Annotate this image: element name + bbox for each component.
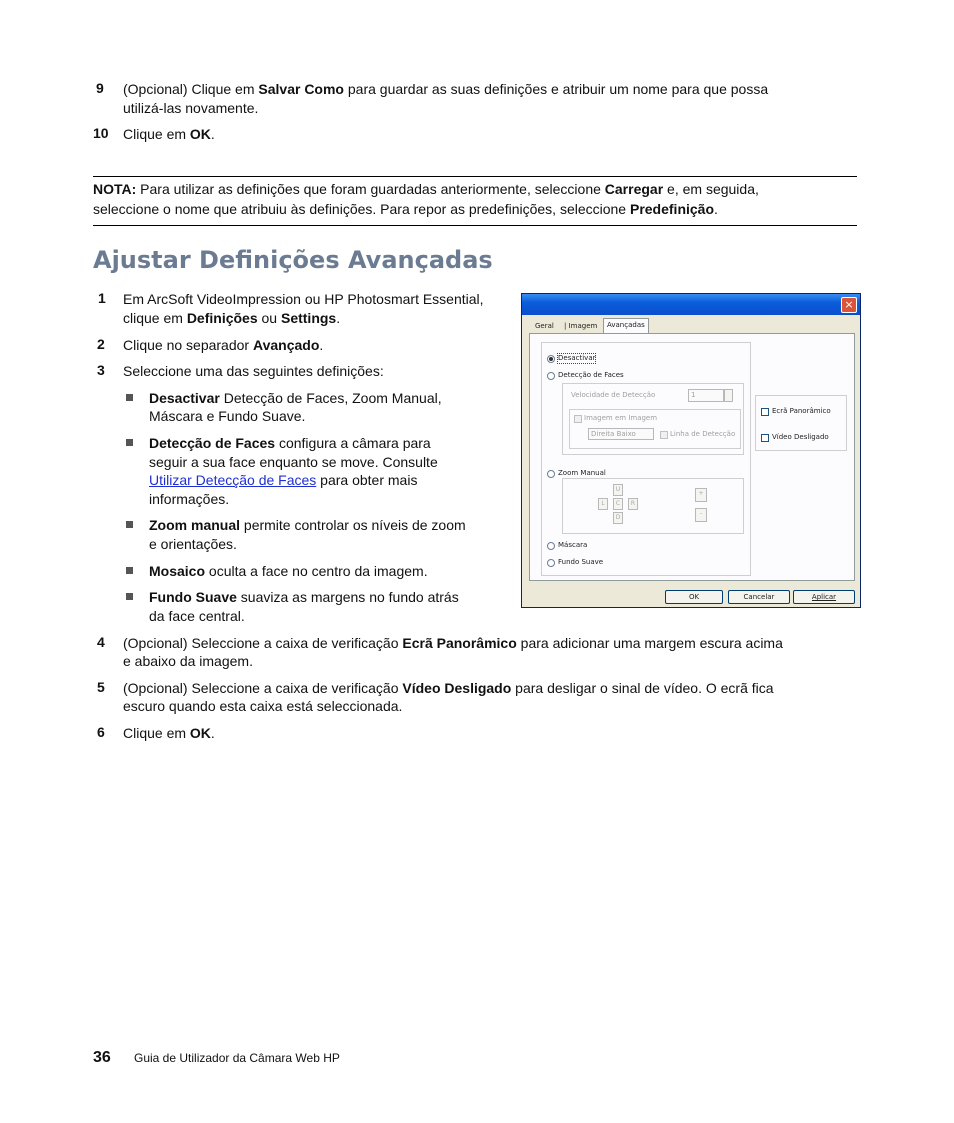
- velocidade-input[interactable]: 1: [688, 389, 724, 402]
- bullet-mosaico: Mosaico oculta a face no centro da imagem.: [149, 563, 428, 579]
- apply-button[interactable]: Aplicar: [793, 590, 855, 604]
- bullet-deteccao-line2: seguir a sua face enquanto se move. Consulte: [149, 454, 438, 470]
- step-2-text: Clique no separador Avançado.: [123, 337, 324, 353]
- ok-button[interactable]: OK: [665, 590, 723, 604]
- zoom-center-button[interactable]: C: [613, 498, 623, 510]
- zoom-minus-button[interactable]: -: [695, 508, 707, 522]
- note-top-rule: [93, 176, 857, 177]
- tab-geral[interactable]: Geral: [535, 322, 554, 330]
- radio-mascara-label[interactable]: Máscara: [558, 541, 588, 549]
- bullet-square-icon: [126, 521, 133, 528]
- bullet-square-icon: [126, 593, 133, 600]
- bullet-fundo-line2: da face central.: [149, 608, 245, 624]
- step-number: 3: [97, 362, 105, 378]
- bullet-square-icon: [126, 567, 133, 574]
- tab-separator: |: [564, 322, 569, 330]
- bullet-square-icon: [126, 394, 133, 401]
- imagem-group: [569, 409, 741, 449]
- imagem-em-imagem-label: Imagem em Imagem: [584, 414, 658, 422]
- zoom-up-button[interactable]: U: [613, 484, 623, 496]
- radio-deteccao-label[interactable]: Detecção de Faces: [558, 371, 624, 379]
- tab-panel-avancadas: [529, 333, 855, 581]
- step-4-text: (Opcional) Seleccione a caixa de verificação Ecrã Panorâmico para adicionar uma margem escura acima: [123, 635, 783, 651]
- step-text: (Opcional) Clique em Salvar Como para guardar as suas definições e atribuir um nome para que possa: [123, 81, 769, 97]
- velocidade-spinner[interactable]: [724, 389, 733, 402]
- radio-desactivar[interactable]: [547, 355, 555, 363]
- zoom-left-button[interactable]: L: [598, 498, 608, 510]
- bullet-desactivar-line2: Máscara e Fundo Suave.: [149, 408, 306, 424]
- step-number: 4: [97, 634, 105, 650]
- chk-video-desligado[interactable]: [761, 434, 769, 442]
- step-text-line2: utilizá-las novamente.: [123, 100, 259, 116]
- note-line1: NOTA: Para utilizar as definições que foram guardadas anteriormente, seleccione Carregar e, em seguida,: [93, 181, 759, 197]
- bullet-desactivar: Desactivar Detecção de Faces, Zoom Manual,: [149, 390, 442, 406]
- zoom-down-button[interactable]: D: [613, 512, 623, 524]
- tab-imagem[interactable]: | Imagem: [564, 322, 598, 330]
- zoom-group: [562, 478, 744, 534]
- section-heading: Ajustar Definições Avançadas: [93, 246, 493, 274]
- step-number: 6: [97, 724, 105, 740]
- step-3-text: Seleccione uma das seguintes definições:: [123, 363, 384, 379]
- step-text: Clique em OK.: [123, 126, 215, 142]
- bullet-deteccao: Detecção de Faces configura a câmara para: [149, 435, 431, 451]
- link-utilizar-deteccao[interactable]: Utilizar Detecção de Faces: [149, 472, 317, 488]
- radio-zoom[interactable]: [547, 470, 555, 478]
- footer-title: Guia de Utilizador da Câmara Web HP: [134, 1051, 340, 1065]
- radio-fundo[interactable]: [547, 559, 555, 567]
- step-number: 9: [96, 80, 104, 96]
- radio-mascara[interactable]: [547, 542, 555, 550]
- video-desligado-label[interactable]: Vídeo Desligado: [772, 433, 829, 441]
- bullet-deteccao-line3: Utilizar Detecção de Faces para obter mais: [149, 472, 418, 488]
- velocidade-label: Velocidade de Detecção: [571, 391, 656, 399]
- deteccao-group: [562, 383, 744, 455]
- settings-dialog: [521, 293, 861, 608]
- linha-deteccao-label: Linha de Detecção: [670, 430, 736, 438]
- bullet-fundo: Fundo Suave suaviza as margens no fundo atrás: [149, 589, 459, 605]
- step-number: 5: [97, 679, 105, 695]
- chk-imagem-em-imagem[interactable]: [574, 415, 582, 423]
- step-number: 2: [97, 336, 105, 352]
- dialog-titlebar: [522, 294, 860, 315]
- radio-fundo-label[interactable]: Fundo Suave: [558, 558, 604, 566]
- ecra-panoramico-label[interactable]: Ecrã Panorâmico: [772, 407, 831, 415]
- bullet-square-icon: [126, 439, 133, 446]
- step-5-line2: escuro quando esta caixa está seleccionada.: [123, 698, 403, 714]
- step-6-text: Clique em OK.: [123, 725, 215, 741]
- chk-ecra-panoramico[interactable]: [761, 408, 769, 416]
- zoom-plus-button[interactable]: +: [695, 488, 707, 502]
- options-group: [541, 342, 751, 576]
- bullet-zoom: Zoom manual permite controlar os níveis de zoom: [149, 517, 466, 533]
- radio-zoom-label[interactable]: Zoom Manual: [558, 469, 606, 477]
- radio-deteccao[interactable]: [547, 372, 555, 380]
- note-line2: seleccione o nome que atribuiu às definições. Para repor as predefinições, seleccione Predefinição.: [93, 201, 718, 217]
- tab-avancadas[interactable]: Avançadas: [603, 318, 649, 334]
- note-bottom-rule: [93, 225, 857, 226]
- cancel-button[interactable]: Cancelar: [728, 590, 790, 604]
- radio-desactivar-label[interactable]: Desactivar: [558, 354, 596, 362]
- page-number: 36: [93, 1049, 111, 1066]
- step-number: 1: [98, 290, 106, 306]
- chk-linha-deteccao[interactable]: [660, 431, 668, 439]
- step-4-line2: e abaixo da imagem.: [123, 653, 253, 669]
- step-1-line2: clique em Definições ou Settings.: [123, 310, 341, 326]
- display-group: [755, 395, 847, 451]
- step-1-line1: Em ArcSoft VideoImpression ou HP Photosmart Essential,: [123, 291, 484, 307]
- step-number: 10: [93, 125, 109, 141]
- bullet-zoom-line2: e orientações.: [149, 536, 237, 552]
- bullet-deteccao-line4: informações.: [149, 491, 230, 507]
- zoom-right-button[interactable]: R: [628, 498, 638, 510]
- close-icon[interactable]: ×: [841, 297, 857, 313]
- posicao-select[interactable]: Direita Baixo: [588, 428, 654, 440]
- step-5-text: (Opcional) Seleccione a caixa de verificação Vídeo Desligado para desligar o sinal de vídeo. O ecrã fica: [123, 680, 774, 696]
